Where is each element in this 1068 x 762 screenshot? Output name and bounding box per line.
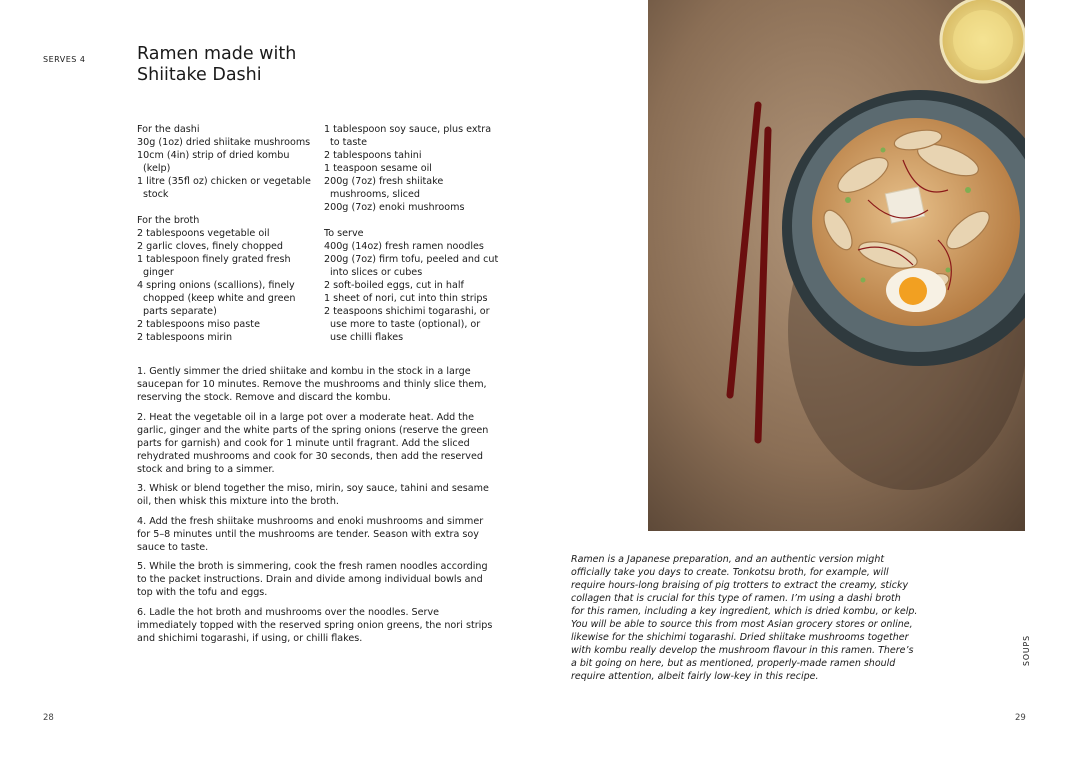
intro-line: for this ramen, including a key ingredient, which is dried kombu, or kelp. bbox=[571, 606, 918, 617]
method-step: 4. Add the fresh shiitake mushrooms and enoki mushrooms and simmer for 5–8 minutes until the mushrooms are tender. Season with extra soy sauce to taste. bbox=[137, 515, 484, 553]
ingredient-item: 1 litre (35fl oz) chicken or vegetable stock bbox=[137, 176, 311, 200]
ingredient-item: 200g (7oz) fresh shiitake mushrooms, sliced bbox=[324, 176, 444, 200]
ingredients-column-2 bbox=[324, 123, 500, 344]
intro-line: officially take you days to create. Tonkotsu broth, for example, will bbox=[571, 567, 889, 578]
ingredient-item: 400g (14oz) fresh ramen noodles bbox=[324, 241, 484, 252]
ingredient-item: 1 sheet of nori, cut into thin strips bbox=[324, 293, 488, 304]
intro-line: with kombu really develop the mushroom flavour in this ramen. There’s bbox=[571, 645, 914, 656]
ingredient-item: 1 tablespoon soy sauce, plus extra to taste bbox=[324, 124, 492, 148]
intro-line: a bit going on here, but as mentioned, properly-made ramen should bbox=[571, 658, 896, 669]
ingredient-item: 1 tablespoon finely grated fresh ginger bbox=[137, 254, 291, 278]
ingredient-item: 2 garlic cloves, finely chopped bbox=[137, 241, 284, 252]
ingredient-item: 200g (7oz) enoki mushrooms bbox=[324, 202, 465, 213]
ingredient-item: 2 tablespoons miso paste bbox=[137, 319, 260, 330]
ingredient-item: 10cm (4in) strip of dried kombu (kelp) bbox=[137, 150, 290, 174]
intro-line: You will be able to source this from most Asian grocery stores or online, bbox=[571, 619, 913, 630]
title-line: Shiitake Dashi bbox=[137, 65, 262, 85]
recipe-title bbox=[137, 44, 397, 86]
ingredients-column-1 bbox=[137, 123, 315, 344]
intro-line: collagen that is crucial for this type of ramen. I’m using a dashi broth bbox=[571, 593, 901, 604]
method-step: 1. Gently simmer the dried shiitake and kombu in the stock in a large saucepan for 10 minutes. Remove the mushrooms and thinly slice them, reserving the stock. Remove and discard the kombu. bbox=[137, 366, 487, 403]
method-step: 3. Whisk or blend together the miso, mirin, soy sauce, tahini and sesame oil, then whisk this mixture into the broth. bbox=[137, 483, 489, 508]
intro-line: require hours-long braising of pig trotters to extract the creamy, sticky bbox=[571, 580, 909, 591]
page-number-right: 29 bbox=[1015, 713, 1026, 723]
intro-text bbox=[571, 553, 927, 683]
serves-label: SERVES 4 bbox=[43, 55, 86, 64]
method-step: 6. Ladle the hot broth and mushrooms over the noodles. Serve immediately topped with the reserved spring onion greens, the nori strips and shichimi togarashi, if using, or chilli flakes. bbox=[137, 606, 493, 644]
ingredient-item: 2 soft-boiled eggs, cut in half bbox=[324, 280, 464, 291]
ingredient-item: 1 teaspoon sesame oil bbox=[324, 163, 432, 174]
ingredient-item: 2 tablespoons tahini bbox=[324, 150, 422, 161]
ingredient-heading: To serve bbox=[324, 228, 364, 239]
intro-line: Ramen is a Japanese preparation, and an authentic version might bbox=[571, 554, 885, 565]
ingredient-item: 2 teaspoons shichimi togarashi, or use more to taste (optional), or use chilli flakes bbox=[324, 306, 490, 343]
method-step: 5. While the broth is simmering, cook the fresh ramen noodles according to the packet instructions. Drain and divide among individual bowls and top with the tofu and eggs. bbox=[137, 561, 488, 599]
method-step: 2. Heat the vegetable oil in a large pot over a moderate heat. Add the garlic, ginger and the white parts of the spring onions (reserve the green parts for garnish) and cook for 1 minute until fragrant. Add the sliced rehydrated mushrooms and cook for 30 seconds, then add the reserved stock and bring to a simmer. bbox=[137, 411, 489, 475]
intro-line: likewise for the shichimi togarashi. Dried shiitake mushrooms together bbox=[571, 632, 909, 643]
page-number-left: 28 bbox=[43, 713, 54, 723]
ingredient-item: 200g (7oz) firm tofu, peeled and cut into slices or cubes bbox=[324, 254, 499, 278]
title-line: Ramen made with bbox=[137, 44, 297, 64]
ramen-bowl-photo bbox=[648, 0, 1025, 531]
ingredient-item: 4 spring onions (scallions), finely chopped (keep white and green parts separate) bbox=[137, 280, 296, 317]
ingredient-item: 2 tablespoons vegetable oil bbox=[137, 228, 270, 239]
method-steps bbox=[137, 365, 499, 652]
ingredient-heading: For the dashi bbox=[137, 124, 200, 135]
ingredient-heading: For the broth bbox=[137, 215, 200, 226]
ingredient-item: 2 tablespoons mirin bbox=[137, 332, 233, 343]
ingredient-item: 30g (1oz) dried shiitake mushrooms bbox=[137, 137, 311, 148]
section-tab: SOUPS bbox=[1022, 635, 1031, 666]
intro-line: require attention, albeit fairly low-key in this recipe. bbox=[571, 671, 819, 682]
